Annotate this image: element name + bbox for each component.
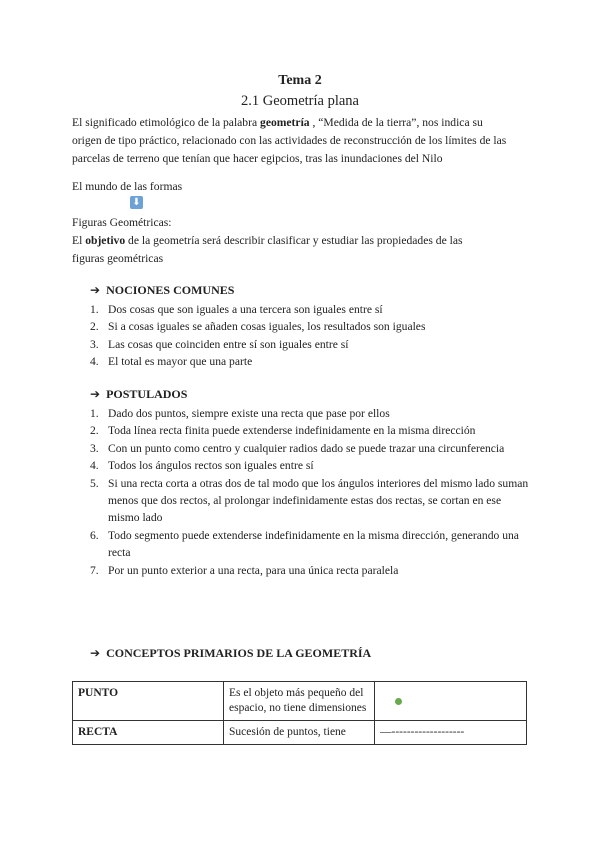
objetivo-line-2: figuras geométricas — [72, 251, 164, 265]
page-title: Tema 2 — [278, 73, 322, 88]
list-item-text: Toda línea recta finita puede extenderse indefinidamente en la misma dirección — [108, 424, 476, 438]
right-arrow-icon: ➔ — [90, 387, 101, 401]
table-cell-definition: Sucesión de puntos, tiene — [224, 721, 375, 745]
postulados-heading — [90, 387, 187, 402]
intro-paragraph — [72, 114, 532, 168]
list-item-text: Dado dos puntos, siempre existe una recta que pase por ellos — [108, 407, 390, 420]
down-arrow-icon: ⬇ — [130, 196, 143, 209]
objetivo-text: de la geometría será describir clasificar y estudiar las propiedades de las — [125, 234, 463, 247]
concepts-table — [72, 681, 527, 745]
green-dot-icon — [395, 698, 402, 705]
table-cell-term: RECTA — [73, 721, 224, 745]
list-item-text: Con un punto como centro y cualquier radios dado se puede trazar una circunferencia — [108, 441, 505, 455]
list-item: 3. Con un punto como centro y cualquier radios dado se puede trazar una circunferencia — [90, 441, 505, 455]
nociones-heading-text: NOCIONES COMUNES — [106, 283, 235, 297]
postulados-heading-text: POSTULADOS — [106, 387, 188, 401]
nociones-list — [90, 301, 535, 371]
page-subtitle: 2.1 Geometría plana — [241, 93, 359, 109]
list-item: 1. Dado dos puntos, siempre existe una recta que pase por ellos — [90, 407, 390, 420]
list-item-text: Si una recta corta a otras dos de tal modo que los ángulos interiores del mismo lado suman menos que dos rectos, al prolongar indefinidamente estas dos rectas, se cortan en ese mismo lado — [108, 476, 529, 525]
intro-line-1 — [72, 114, 532, 132]
figuras-text: Figuras Geométricas: — [72, 216, 172, 229]
list-item: 1. Dos cosas que son iguales a una tercera son iguales entre sí — [90, 303, 383, 316]
objetivo-paragraph — [72, 232, 532, 267]
objetivo-bold-word: objetivo — [85, 234, 126, 247]
list-item: 7. Por un punto exterior a una recta, para una única recta paralela — [90, 563, 399, 577]
objetivo-line-1 — [72, 232, 532, 250]
intro-line-2: origen de tipo práctico, relacionado con las actividades de reconstrucción de los límites de las — [72, 134, 507, 147]
conceptos-heading — [90, 646, 371, 661]
list-item: 4. El total es mayor que una parte — [90, 355, 253, 369]
conceptos-heading-text: CONCEPTOS PRIMARIOS DE LA GEOMETRÍA — [106, 646, 372, 660]
list-item-text: Todos los ángulos rectos son iguales entre sí — [108, 459, 314, 473]
right-arrow-icon: ➔ — [90, 646, 101, 660]
list-item: 2. Toda línea recta finita puede extenderse indefinidamente en la misma dirección — [90, 424, 476, 438]
intro-line-3: parcelas de terreno que tenían que hacer egipcios, tras las inundaciones del Nilo — [72, 152, 443, 165]
list-item: 4. Todos los ángulos rectos son iguales entre sí — [90, 459, 314, 473]
list-item: 3. Las cosas que coinciden entre sí son iguales entre sí — [90, 337, 349, 351]
table-cell-definition: Es el objeto más pequeño del espacio, no tiene dimensiones — [224, 682, 375, 721]
intro-text: El significado etimológico de la palabra — [72, 116, 261, 129]
table-row — [73, 721, 527, 745]
list-item-text: Dos cosas que son iguales a una tercera son iguales entre sí — [108, 303, 383, 316]
intro-text: , “Medida de la tierra”, nos indica su — [309, 116, 483, 129]
list-item-text: Todo segmento puede extenderse indefinidamente en la misma dirección, generando una recta — [108, 528, 519, 560]
table-cell-term: PUNTO — [73, 682, 224, 721]
list-item-text: Las cosas que coinciden entre sí son iguales entre sí — [108, 337, 349, 351]
intro-bold-word: geometría — [260, 116, 310, 129]
right-arrow-icon: ➔ — [90, 283, 101, 297]
postulados-list — [90, 405, 535, 579]
list-item: 6. Todo segmento puede extenderse indefinidamente en la misma dirección, generando una recta — [90, 528, 519, 560]
table-row — [73, 682, 527, 721]
nociones-heading — [90, 283, 234, 298]
table-cell-figure — [375, 682, 527, 721]
list-item: 2. Si a cosas iguales se añaden cosas iguales, los resultados son iguales — [90, 320, 426, 334]
mundo-text: El mundo de las formas — [72, 180, 183, 193]
table-cell-figure: —------------------- — [375, 721, 527, 745]
list-item-text: Si a cosas iguales se añaden cosas iguales, los resultados son iguales — [108, 320, 426, 334]
objetivo-text: El — [72, 234, 86, 247]
list-item: 5. Si una recta corta a otras dos de tal modo que los ángulos interiores del mismo lado suman menos que dos rectos, al prolongar indefinidamente estas dos rectas, se cortan en ese mismo lado — [90, 476, 529, 525]
list-item-text: El total es mayor que una parte — [108, 355, 253, 369]
list-item-text: Por un punto exterior a una recta, para una única recta paralela — [108, 563, 399, 577]
